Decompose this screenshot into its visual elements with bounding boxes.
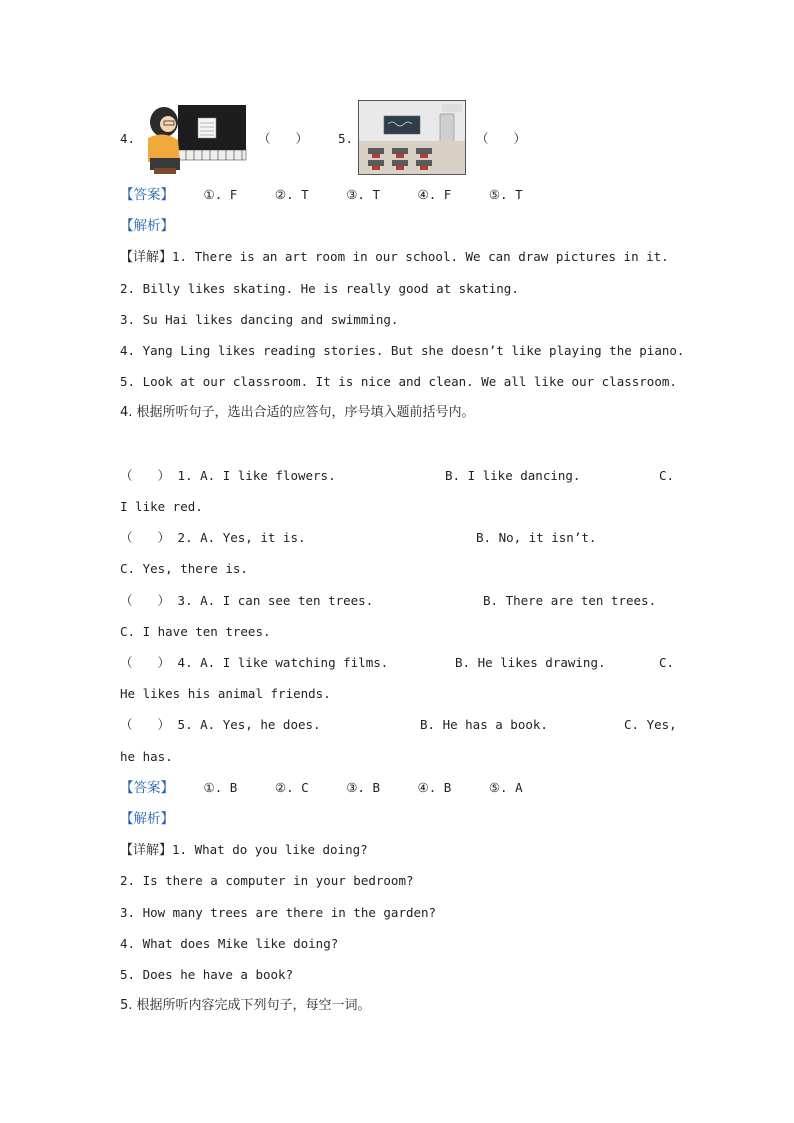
detail-label: 【详解】 <box>120 843 173 858</box>
q3-transcript-4: 4. Yang Ling likes reading stories. But she doesn’t like playing the piano. <box>120 343 685 358</box>
q4-item-1-option-b: B. I like dancing. <box>445 468 581 483</box>
q4-item-3-option-c: C. I have ten trees. <box>120 624 271 639</box>
q4-item-4 <box>120 655 388 671</box>
answer-blank: （ ） <box>120 717 171 732</box>
answer-1: ①. B <box>203 780 238 795</box>
item-4-answer-blank: （ ） <box>258 131 309 146</box>
item-number: 4. <box>177 655 193 670</box>
answer-blank: （ ） <box>120 468 171 483</box>
answer-blank: （ ） <box>120 530 171 545</box>
option-a: A. I can see ten trees. <box>200 593 374 608</box>
q3-transcript-3: 3. Su Hai likes dancing and swimming. <box>120 312 399 327</box>
answer-1: ①. F <box>203 187 238 202</box>
q4-item-4-option-c: C. <box>659 655 675 670</box>
item-number: 3. <box>177 593 193 608</box>
q4-item-1-option-c: C. <box>659 468 675 483</box>
item-5-answer-blank: （ ） <box>476 131 527 146</box>
item-5-number: 5. <box>338 131 354 146</box>
q4-item-2-option-b: B. No, it isn’t. <box>476 530 597 545</box>
answer-3: ③. T <box>346 187 380 202</box>
classroom-picture <box>358 100 466 175</box>
q4-transcript-4: 4. What does Mike like doing? <box>120 936 339 951</box>
answer-label: 【答案】 <box>120 780 174 796</box>
q4-transcript-5: 5. Does he have a book? <box>120 967 294 982</box>
q4-item-3 <box>120 593 373 609</box>
answer-label: 【答案】 <box>120 187 174 203</box>
answer-5: ⑤. A <box>488 780 523 795</box>
answer-5: ⑤. T <box>488 187 523 202</box>
q3-answer-row <box>120 187 553 203</box>
q4-item-3-option-b: B. There are ten trees. <box>483 593 657 608</box>
answer-4: ④. F <box>417 187 452 202</box>
item-number: 2. <box>177 530 193 545</box>
item-number: 1. <box>177 468 193 483</box>
q3-transcript-2: 2. Billy likes skating. He is really good at skating. <box>120 281 519 296</box>
q4-title: 4. 根据所听句子，选出合适的应答句，序号填入题前括号内。 <box>120 405 475 420</box>
q4-transcript-3: 3. How many trees are there in the garden? <box>120 905 437 920</box>
option-a: A. Yes, he does. <box>200 717 321 732</box>
answer-3: ③. B <box>346 780 380 795</box>
q4-item-1-option-c-wrap: I like red. <box>120 499 203 514</box>
item-4-number: 4. <box>120 131 136 146</box>
q4-answer-row <box>120 780 553 796</box>
answer-2: ②. C <box>274 780 309 795</box>
analysis-label: 【解析】 <box>120 218 174 234</box>
q4-item-5-option-c: C. Yes, <box>624 717 677 732</box>
option-a: A. Yes, it is. <box>200 530 306 545</box>
answer-4: ④. B <box>417 780 452 795</box>
q3-transcript-5: 5. Look at our classroom. It is nice and clean. We all like our classroom. <box>120 374 677 389</box>
q4-item-1 <box>120 468 336 484</box>
q5-title: 5. 根据所听内容完成下列句子，每空一词。 <box>120 998 371 1013</box>
q4-transcript-2: 2. Is there a computer in your bedroom? <box>120 873 414 888</box>
option-a: A. I like flowers. <box>200 468 336 483</box>
q4-item-2 <box>120 530 306 546</box>
answer-blank: （ ） <box>120 593 171 608</box>
transcript-line: 1. There is an art room in our school. We can draw pictures in it. <box>172 249 669 264</box>
q3-transcript-1 <box>120 249 669 266</box>
piano-girl-picture <box>138 100 248 175</box>
q4-item-5-option-c-wrap: he has. <box>120 749 173 764</box>
transcript-line: 1. What do you like doing? <box>172 842 368 857</box>
q4-item-4-option-b: B. He likes drawing. <box>455 655 606 670</box>
answer-blank: （ ） <box>120 655 171 670</box>
q4-item-5 <box>120 717 321 733</box>
option-a: A. I like watching films. <box>200 655 389 670</box>
item-number: 5. <box>177 717 193 732</box>
detail-label: 【详解】 <box>120 250 173 265</box>
analysis-label: 【解析】 <box>120 811 174 827</box>
q4-item-2-option-c: C. Yes, there is. <box>120 561 248 576</box>
q4-item-5-option-b: B. He has a book. <box>420 717 548 732</box>
answer-2: ②. T <box>274 187 309 202</box>
q4-item-4-option-c-wrap: He likes his animal friends. <box>120 686 331 701</box>
q4-transcript-1 <box>120 842 368 859</box>
